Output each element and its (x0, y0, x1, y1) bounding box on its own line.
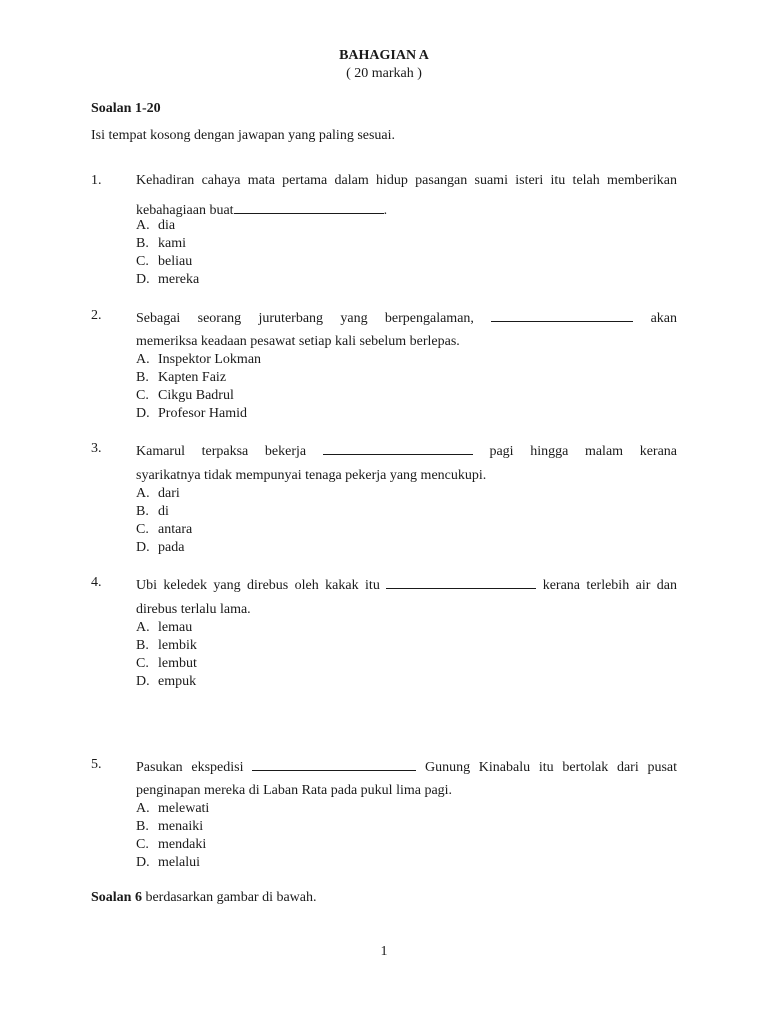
question-text-line1 (136, 441, 677, 460)
option-a[interactable] (136, 620, 192, 636)
option-text: kami (158, 236, 186, 251)
question-number: 4. (91, 575, 102, 590)
option-text: Profesor Hamid (158, 406, 248, 421)
page-number: 1 (380, 944, 388, 959)
note-bold-label: Soalan 6 (91, 890, 142, 905)
instructions: Isi tempat kosong dengan jawapan yang paling sesuai. (91, 128, 396, 143)
question-text: kerana terlebih air dan (542, 578, 678, 593)
option-a[interactable] (136, 486, 180, 502)
section-title: BAHAGIAN A (339, 48, 429, 63)
option-letter: D. (136, 540, 150, 555)
question-text-line2: penginapan mereka di Laban Rata pada pukul lima pagi. (136, 783, 453, 798)
option-letter: A. (136, 352, 150, 367)
option-b[interactable] (136, 504, 169, 520)
question-text: Kamarul terpaksa bekerja (136, 444, 307, 459)
option-text: pada (158, 540, 185, 555)
option-letter: A. (136, 620, 150, 635)
option-d[interactable] (136, 272, 199, 288)
option-letter: C. (136, 388, 149, 403)
option-text: mendaki (158, 837, 207, 852)
option-text: di (158, 504, 169, 519)
question-text: kebahagiaan buat (136, 203, 234, 218)
option-text: lembik (158, 638, 197, 653)
question-text-line1: Kehadiran cahaya mata pertama dalam hidup pasangan suami isteri itu telah memberikan (136, 173, 677, 188)
option-letter: D. (136, 674, 150, 689)
option-text: dia (158, 218, 176, 233)
option-b[interactable] (136, 638, 197, 654)
option-text: lemau (158, 620, 193, 635)
question-text-line2: syarikatnya tidak mempunyai tenaga pekerja yang mencukupi. (136, 468, 487, 483)
option-text: Cikgu Badrul (158, 388, 234, 403)
option-letter: D. (136, 855, 150, 870)
question-text: akan (650, 311, 677, 326)
option-text: dari (158, 486, 180, 501)
option-letter: B. (136, 819, 149, 834)
option-text: empuk (158, 674, 197, 689)
answer-blank (323, 441, 473, 455)
option-text: beliau (158, 254, 193, 269)
option-letter: B. (136, 370, 149, 385)
option-text: melalui (158, 855, 200, 870)
question-text: Sebagai seorang juruterbang yang berpengalaman, (136, 311, 474, 326)
option-text: menaiki (158, 819, 204, 834)
question-number: 1. (91, 173, 102, 188)
answer-blank (234, 200, 384, 214)
option-d[interactable] (136, 674, 196, 690)
option-c[interactable] (136, 522, 192, 538)
note-text: berdasarkan gambar di bawah. (141, 890, 317, 905)
question-text-line1 (136, 757, 677, 776)
question-range-label: Soalan 1-20 (91, 101, 161, 116)
option-c[interactable] (136, 656, 197, 672)
option-text: Inspektor Lokman (158, 352, 262, 367)
option-letter: D. (136, 272, 150, 287)
question-text: Gunung Kinabalu itu bertolak dari pusat (424, 760, 678, 775)
option-text: antara (158, 522, 193, 537)
option-letter: C. (136, 656, 149, 671)
option-letter: D. (136, 406, 150, 421)
option-b[interactable] (136, 819, 203, 835)
question-text-line2 (136, 200, 387, 219)
option-d[interactable] (136, 540, 184, 556)
option-a[interactable] (136, 352, 261, 368)
next-question-note (91, 890, 317, 906)
option-c[interactable] (136, 837, 206, 853)
option-letter: A. (136, 801, 150, 816)
option-a[interactable] (136, 801, 209, 817)
option-letter: A. (136, 486, 150, 501)
question-text-line1 (136, 575, 677, 594)
question-text-line1 (136, 308, 677, 327)
question-text-line2: memeriksa keadaan pesawat setiap kali sebelum berlepas. (136, 334, 460, 349)
option-letter: B. (136, 236, 149, 251)
option-letter: C. (136, 522, 149, 537)
question-text: pagi hingga malam kerana (489, 444, 678, 459)
question-text: Ubi keledek yang direbus oleh kakak itu (136, 578, 380, 593)
option-letter: B. (136, 638, 149, 653)
question-number: 5. (91, 757, 102, 772)
option-letter: C. (136, 254, 149, 269)
question-text: . (383, 203, 388, 218)
answer-blank (491, 308, 633, 322)
question-number: 3. (91, 441, 102, 456)
marks-label: ( 20 markah ) (346, 66, 422, 81)
option-d[interactable] (136, 855, 200, 871)
option-c[interactable] (136, 388, 234, 404)
answer-blank (252, 757, 416, 771)
option-c[interactable] (136, 254, 192, 270)
question-number: 2. (91, 308, 102, 323)
option-text: lembut (158, 656, 197, 671)
option-b[interactable] (136, 370, 226, 386)
option-d[interactable] (136, 406, 247, 422)
option-letter: A. (136, 218, 150, 233)
option-text: mereka (158, 272, 200, 287)
answer-blank (386, 575, 536, 589)
option-letter: C. (136, 837, 149, 852)
option-text: Kapten Faiz (158, 370, 227, 385)
question-text-line2: direbus terlalu lama. (136, 602, 251, 617)
option-letter: B. (136, 504, 149, 519)
option-b[interactable] (136, 236, 186, 252)
option-a[interactable] (136, 218, 175, 234)
question-text: Pasukan ekspedisi (136, 760, 244, 775)
option-text: melewati (158, 801, 210, 816)
